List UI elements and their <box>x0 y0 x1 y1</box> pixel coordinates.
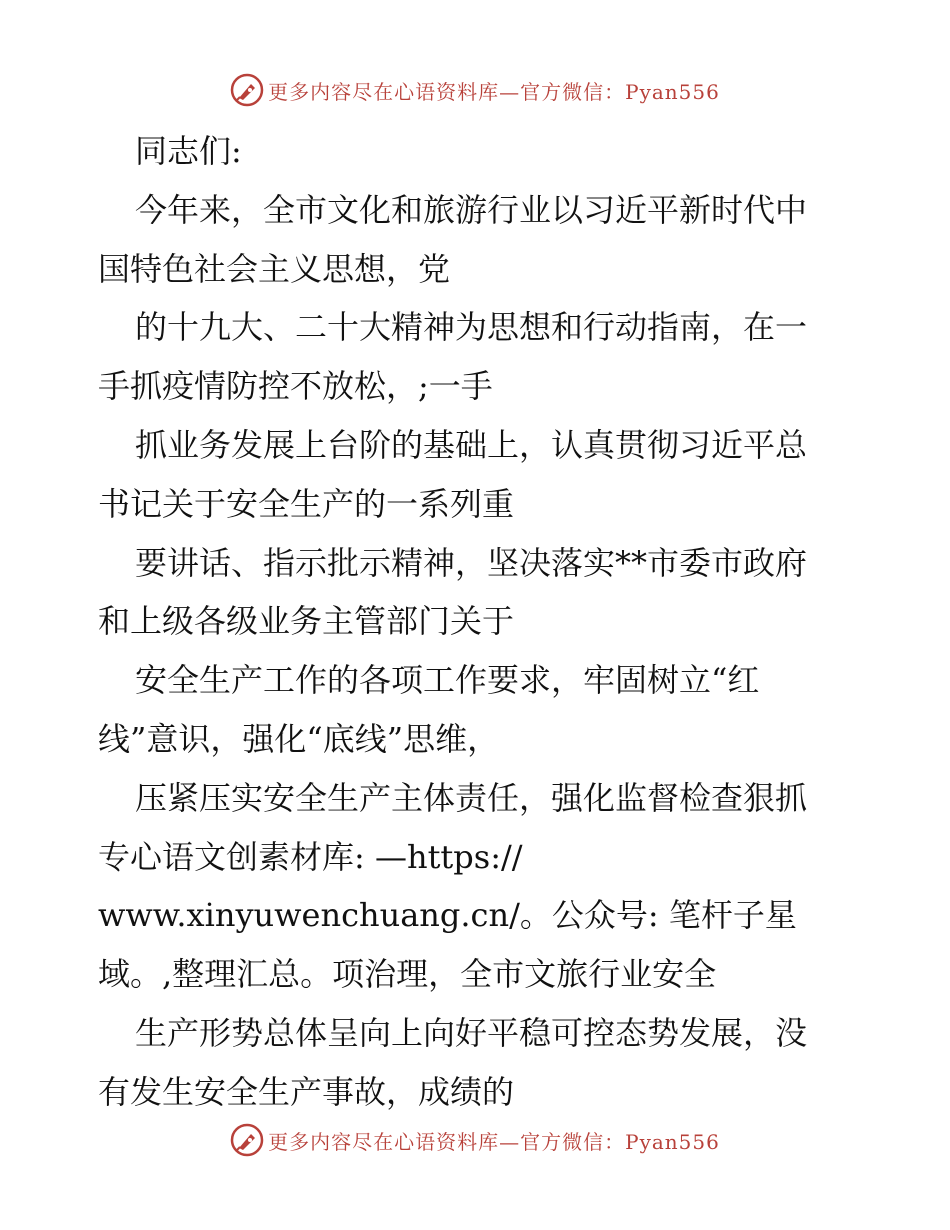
text-line: 要讲话、指示批示精神，坚决落实**市委市政府 <box>135 543 808 582</box>
text-line: 安全生产工作的各项工作要求，牢固树立“红 <box>135 661 760 700</box>
text-line: 的十九大、二十大精神为思想和行动指南，在一 <box>135 308 808 347</box>
text-line: 抓业务发展上台阶的基础上，认真贯彻习近平总 <box>135 425 808 464</box>
text-line: www.xinyuwenchuang.cn/。公众号: 笔杆子星 <box>98 896 797 935</box>
header-banner <box>0 68 950 112</box>
footer-text: 更多内容尽在心语资料库—官方微信：Pyan556 <box>268 1129 720 1154</box>
text-line: 国特色社会主义思想，党 <box>98 249 451 288</box>
text-line: 生产形势总体呈向上向好平稳可控态势发展，没 <box>135 1013 808 1052</box>
footer-banner <box>0 1118 950 1162</box>
text-line: 同志们: <box>135 132 242 170</box>
text-line: 书记关于安全生产的一系列重 <box>98 484 515 523</box>
document-body <box>98 122 868 1122</box>
text-line: 专心语文创素材库: —https:// <box>98 837 523 876</box>
header-text: 更多内容尽在心语资料库—官方微信：Pyan556 <box>268 79 720 104</box>
text-line: 有发生安全生产事故，成绩的 <box>98 1072 515 1111</box>
pen-nib-logo-icon <box>230 73 264 107</box>
text-line: 域。,整理汇总。项治理，全市文旅行业安全 <box>98 955 717 994</box>
text-line: 和上级各级业务主管部门关于 <box>98 602 515 641</box>
text-line: 今年来，全市文化和旅游行业以习近平新时代中 <box>135 190 808 229</box>
text-line: 线”意识，强化“底线”思维， <box>98 719 500 758</box>
text-line: 手抓疫情防控不放松，;一手 <box>98 367 493 406</box>
text-line: 压紧压实安全生产主体责任，强化监督检查狠抓 <box>135 778 808 817</box>
pen-nib-logo-icon <box>230 1123 264 1157</box>
